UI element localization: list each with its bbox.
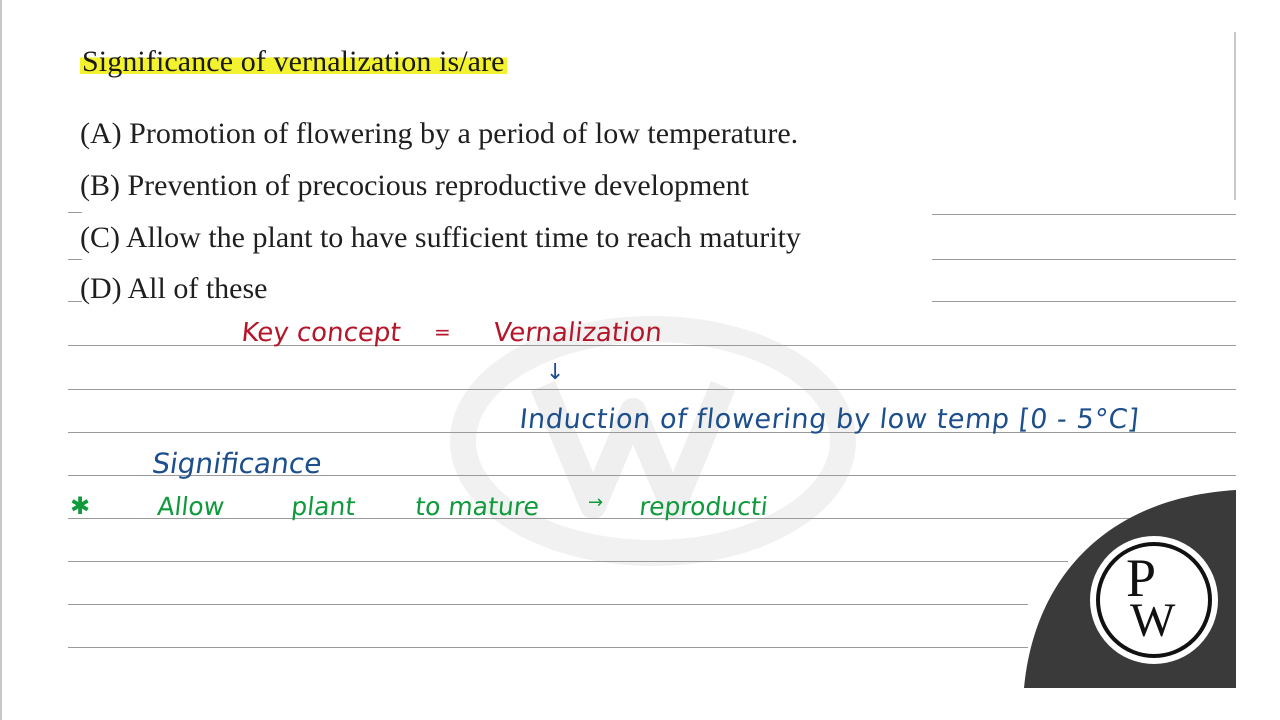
note-word: to mature bbox=[414, 492, 541, 521]
option-d: (D) All of these bbox=[80, 272, 268, 305]
question-title-text: Significance of vernalization is/are bbox=[82, 45, 505, 78]
key-concept-equals: = bbox=[434, 320, 451, 344]
right-arrow-icon: → bbox=[588, 492, 604, 513]
key-concept-value: Vernalization bbox=[492, 318, 664, 348]
pw-logo-badge bbox=[1024, 490, 1236, 688]
ruled-line bbox=[932, 301, 1236, 302]
note-word: reproducti bbox=[638, 492, 770, 521]
ruled-line bbox=[932, 214, 1236, 215]
significance-heading: Significance bbox=[150, 447, 325, 480]
definition-note: Induction of flowering by low temp [0 - 5°C] bbox=[518, 404, 1141, 435]
logo-letter-w: W bbox=[1130, 594, 1176, 647]
down-arrow-icon: ↓ bbox=[546, 360, 565, 385]
key-concept-label: Key concept bbox=[240, 318, 403, 348]
option-b: (B) Prevention of precocious reproductive development bbox=[80, 169, 749, 202]
star-bullet-icon: ✱ bbox=[70, 492, 91, 520]
option-c: (C) Allow the plant to have sufficient time to reach maturity bbox=[80, 221, 801, 254]
question-title bbox=[80, 43, 507, 81]
ruled-line bbox=[68, 518, 1168, 519]
watermark-logo bbox=[448, 316, 858, 566]
option-a: (A) Promotion of flowering by a period of low temperature. bbox=[80, 117, 799, 150]
logo-letter-p: P bbox=[1126, 548, 1157, 608]
ruled-line bbox=[68, 389, 1236, 390]
ruled-line bbox=[68, 561, 1068, 562]
ruled-line bbox=[68, 647, 1028, 648]
ruled-line bbox=[68, 212, 82, 213]
ruled-line bbox=[68, 259, 82, 260]
page-frame-left bbox=[0, 0, 2, 720]
ruled-line bbox=[68, 604, 1028, 605]
note-word: Allow bbox=[156, 492, 226, 521]
page-frame-right bbox=[1234, 32, 1236, 200]
note-word: plant bbox=[290, 492, 357, 521]
ruled-line bbox=[932, 259, 1236, 260]
